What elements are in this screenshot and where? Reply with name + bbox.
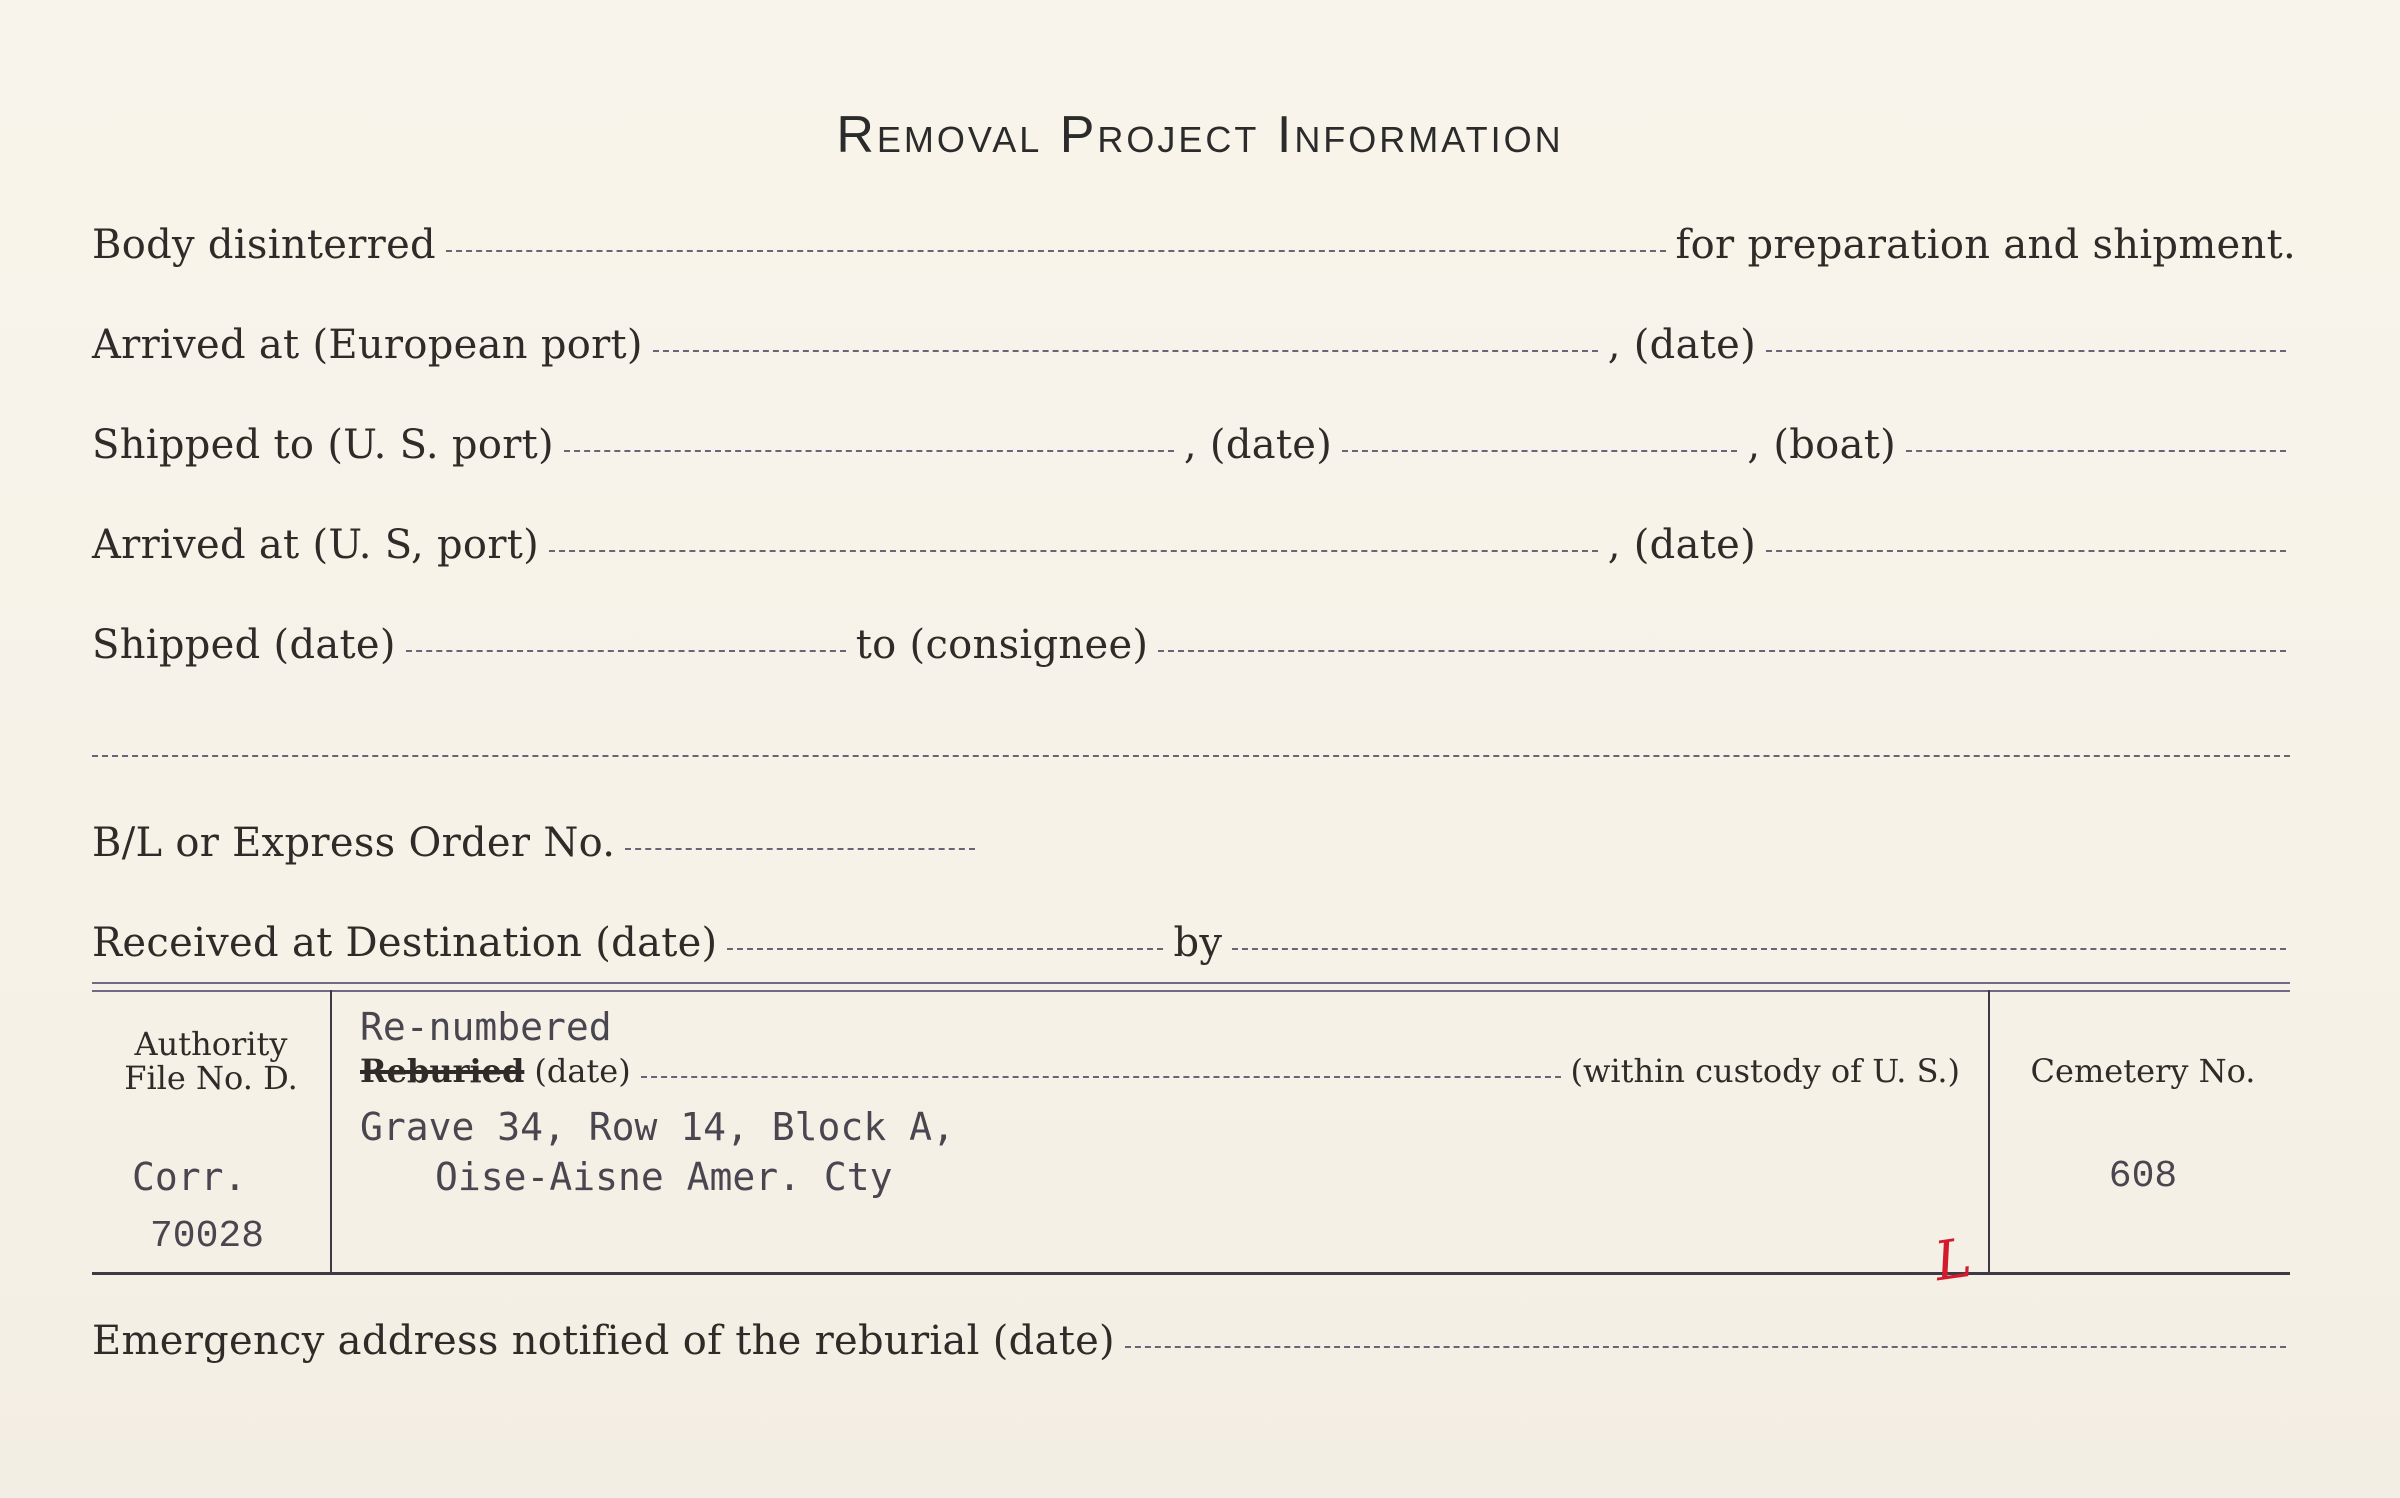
european-port-field: [653, 350, 1598, 352]
table-top-rule: [92, 982, 2290, 992]
cemetery-number: 608: [2108, 1155, 2178, 1198]
row-body-disinterred: [92, 222, 2296, 268]
received-by-field: [1232, 948, 2286, 950]
shipped-date-label: , (date): [1183, 422, 1333, 468]
table-divider-left: [330, 990, 332, 1272]
authority-cell: [92, 1025, 330, 1097]
cemetery-no-label: Cemetery No.: [2030, 1052, 2256, 1090]
row-shipped-to: [92, 422, 2296, 468]
bl-express-label: B/L or Express Order No.: [92, 820, 616, 866]
european-date-label: , (date): [1607, 322, 1756, 368]
received-destination-label: Received at Destination (date): [92, 920, 718, 966]
custody-label: (within custody of U. S.): [1570, 1052, 1960, 1090]
reburied-date-label: (date): [534, 1052, 631, 1090]
shipped-date-row-field: [406, 650, 846, 652]
body-disinterred-field: [446, 250, 1666, 252]
by-label: by: [1173, 920, 1223, 966]
for-preparation-label: for preparation and shipment.: [1675, 222, 2296, 268]
bl-express-field: [625, 848, 975, 850]
row-bl-express: [92, 820, 985, 866]
shipped-to-label: Shipped to (U. S. port): [92, 422, 554, 468]
boat-label: , (boat): [1747, 422, 1896, 468]
red-initial-mark: L: [1930, 1225, 1976, 1294]
row-shipped-date: [92, 622, 2296, 668]
row-arrived-european: [92, 322, 2296, 368]
arrived-us-label: Arrived at (U. S, port): [92, 522, 540, 568]
received-date-field: [727, 948, 1163, 950]
reburied-row: [360, 1052, 1960, 1090]
reburied-label: Reburied: [360, 1052, 525, 1090]
consignee-field: [1158, 650, 2286, 652]
renumbered-text: Re-numbered: [360, 1005, 612, 1049]
emergency-label: Emergency address notified of the reburial (date): [92, 1318, 1115, 1364]
row-received-destination: [92, 920, 2296, 966]
consignee-continuation-line: [92, 755, 2290, 757]
card-title: Removal Project Information: [836, 106, 1564, 164]
us-port-field: [564, 450, 1174, 452]
cemetery-name-text: Oise-Aisne Amer. Cty: [435, 1155, 893, 1199]
authority-file-number: 70028: [150, 1215, 265, 1258]
boat-field: [1906, 450, 2286, 452]
body-disinterred-label: Body disinterred: [92, 222, 436, 268]
shipped-date-row-label: Shipped (date): [92, 622, 396, 668]
emergency-date-field: [1125, 1346, 2286, 1348]
authority-label: Authority: [134, 1025, 288, 1063]
corr-text: Corr.: [132, 1155, 247, 1199]
reburied-date-field: [641, 1076, 1561, 1078]
row-emergency: [92, 1318, 2296, 1364]
grave-location-text: Grave 34, Row 14, Block A,: [360, 1105, 955, 1149]
table-divider-right: [1988, 990, 1990, 1272]
arrived-us-date-field: [1766, 550, 2286, 552]
arrived-us-date-label: , (date): [1607, 522, 1756, 568]
to-consignee-label: to (consignee): [855, 622, 1149, 668]
row-arrived-us: [92, 522, 2296, 568]
shipped-date-field: [1342, 450, 1737, 452]
european-date-field: [1766, 350, 2286, 352]
arrived-european-label: Arrived at (European port): [92, 322, 643, 368]
arrived-us-port-field: [549, 550, 1598, 552]
file-no-label: File No. D.: [124, 1058, 298, 1097]
